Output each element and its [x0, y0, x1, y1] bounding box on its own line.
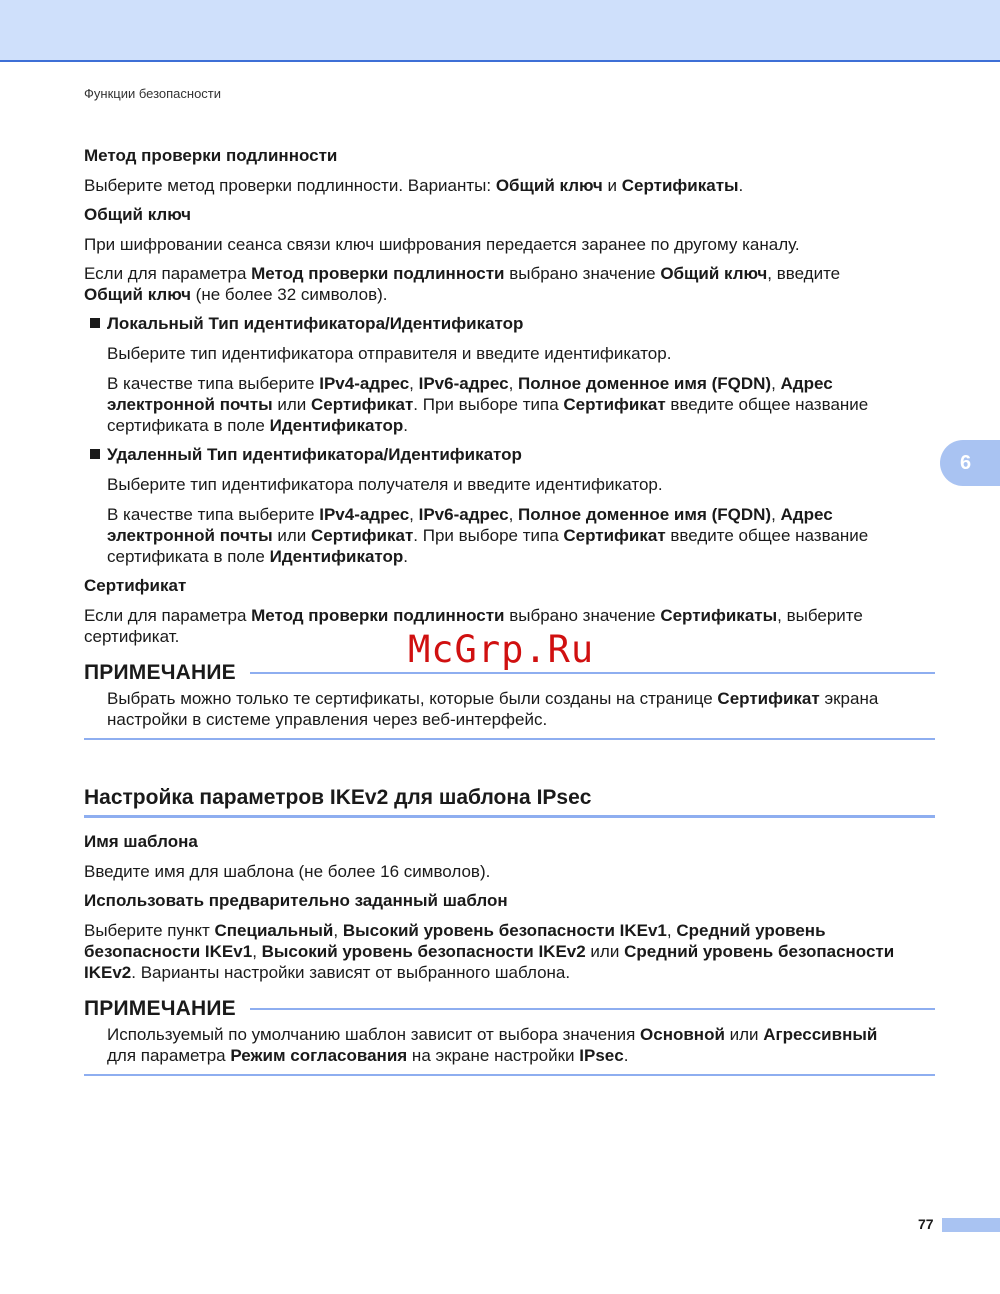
certificate-heading: Сертификат: [84, 576, 187, 595]
note-text-2: для параметра Режим согласования на экране настройки IPsec.: [107, 1046, 629, 1065]
remote-id-text-3: электронной почты или Сертификат. При выборе типа Сертификат введите общее название: [107, 526, 869, 545]
local-id-text-3: электронной почты или Сертификат. При выборе типа Сертификат введите общее название: [107, 395, 869, 414]
preset-heading: Использовать предварительно заданный шаблон: [84, 891, 508, 910]
bullet-icon: [90, 449, 100, 459]
note-title: ПРИМЕЧАНИЕ: [84, 661, 236, 684]
remote-id-text-1: Выберите тип идентификатора получателя и введите идентификатор.: [107, 475, 663, 494]
preset-text-3: IKEv2. Варианты настройки зависят от выбранного шаблона.: [84, 963, 571, 982]
local-id-text-4: сертификата в поле Идентификатор.: [107, 416, 409, 435]
header-band: [0, 0, 1000, 62]
running-head: Функции безопасности: [84, 86, 222, 101]
local-id-text-1: Выберите тип идентификатора отправителя и введите идентификатор.: [107, 344, 672, 363]
chapter-tab: 6: [940, 440, 1000, 486]
note-rule: [250, 672, 935, 674]
shared-key-heading: Общий ключ: [84, 205, 191, 224]
template-name-text: Введите имя для шаблона (не более 16 символов).: [84, 862, 491, 881]
shared-key-text-1: При шифровании сеанса связи ключ шифрования передается заранее по другому каналу.: [84, 235, 800, 254]
preset-text-2: безопасности IKEv1, Высокий уровень безопасности IKEv2 или Средний уровень безопасности: [84, 942, 895, 961]
note-text-1: Выбрать можно только те сертификаты, которые были созданы на странице Сертификат экрана: [107, 689, 879, 708]
auth-method-heading: Метод проверки подлинности: [84, 146, 338, 165]
section-rule: [84, 815, 935, 818]
preset-text-1: Выберите пункт Специальный, Высокий уровень безопасности IKEv1, Средний уровень: [84, 921, 826, 940]
local-id-heading: Локальный Тип идентификатора/Идентификатор: [107, 314, 524, 333]
page-number: 77: [918, 1216, 934, 1232]
note-title: ПРИМЕЧАНИЕ: [84, 997, 236, 1020]
shared-key-text-3: Общий ключ (не более 32 символов).: [84, 285, 388, 304]
local-id-text-2: В качестве типа выберите IPv4-адрес, IPv6-адрес, Полное доменное имя (FQDN), Адрес: [107, 374, 833, 393]
page-number-bar: [942, 1218, 1000, 1232]
watermark: McGrp.Ru: [408, 628, 595, 671]
section-title: Настройка параметров IKEv2 для шаблона IPsec: [84, 786, 592, 809]
remote-id-heading: Удаленный Тип идентификатора/Идентификатор: [107, 445, 522, 464]
note-text-1: Используемый по умолчанию шаблон зависит от выбора значения Основной или Агрессивный: [107, 1025, 878, 1044]
remote-id-text-4: сертификата в поле Идентификатор.: [107, 547, 409, 566]
shared-key-text-2: Если для параметра Метод проверки подлинности выбрано значение Общий ключ, введите: [84, 264, 841, 283]
certificate-text-2: сертификат.: [84, 627, 180, 646]
note-divider: [84, 1074, 935, 1076]
remote-id-text-2: В качестве типа выберите IPv4-адрес, IPv6-адрес, Полное доменное имя (FQDN), Адрес: [107, 505, 833, 524]
auth-method-text: Выберите метод проверки подлинности. Варианты: Общий ключ и Сертификаты.: [84, 176, 744, 195]
bullet-icon: [90, 318, 100, 328]
template-name-heading: Имя шаблона: [84, 832, 198, 851]
certificate-text-1: Если для параметра Метод проверки подлинности выбрано значение Сертификаты, выберите: [84, 606, 863, 625]
note-text-2: настройки в системе управления через веб-интерфейс.: [107, 710, 548, 729]
note-divider: [84, 738, 935, 740]
note-rule: [250, 1008, 935, 1010]
